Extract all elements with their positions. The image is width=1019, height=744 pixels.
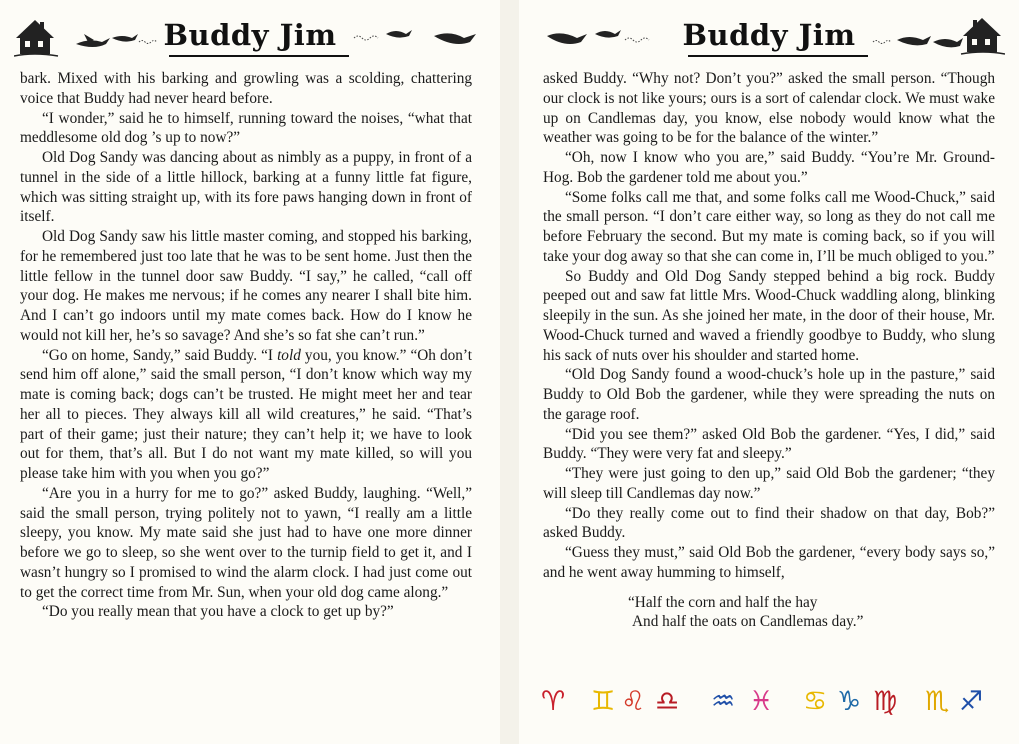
paragraph: “Guess they must,” said Old Bob the gardener, “every body says so,” and he went away humming to himself, [543, 544, 995, 581]
paragraph: “Did you see them?” asked Old Bob the gardener. “Yes, I did,” said Buddy. “They were very fat and sleepy.” [543, 425, 995, 463]
cancer-icon: ♋ [803, 686, 828, 717]
capricorn-icon: ♑ [837, 686, 862, 717]
aries-icon: ♈ [541, 686, 566, 717]
left-header [14, 8, 486, 66]
title-underline [169, 55, 349, 57]
sagittarius-icon: ♐ [959, 686, 984, 717]
paragraph: bark. Mixed with his barking and growling was a scolding, chattering voice that Buddy had never heard before. [20, 70, 472, 107]
virgo-icon: ♍ [873, 686, 898, 717]
verse [543, 593, 995, 633]
right-page [519, 0, 1019, 744]
paragraph: “Old Dog Sandy found a wood-chuck’s hole up in the pasture,” said Buddy to Old Bob the gardener, while they were spreading the nuts on the garage roof. [543, 366, 995, 423]
libra-icon: ♎ [655, 686, 680, 717]
paragraph: Old Dog Sandy saw his little master coming, and stopped his barking, for he remembered just too late that he was to be sent home. Just then the little fellow in the tunnel door saw Buddy. “I say,” he called, “call off your dog. He makes me nervous; if he comes any nearer I shall bite him. And I can’t go indoors until my mate comes back. How do I know he would not kill her, he’s so savage? And she’s so fat she can’t run.” [20, 228, 472, 344]
verse-line: And half the oats on Candlemas day.” [632, 613, 864, 631]
paragraph: Old Dog Sandy was dancing about as nimbly as a puppy, in front of a tunnel in the side of a little hillock, barking at a funny little fat figure, which was sitting straight up, with its fore paws hanging down in front of itself. [20, 149, 472, 226]
text-run: “Go on home, Sandy,” said Buddy. “I [42, 346, 278, 364]
aquarius-icon: ♒ [711, 686, 736, 717]
pisces-icon: ♓ [749, 686, 774, 717]
left-page [0, 0, 500, 744]
right-body-text [543, 69, 995, 632]
paragraph: “Are you in a hurry for me to go?” asked Buddy, laughing. “Well,” said the small person, trying politely not to yawn, “I really am a little sleepy, you know. My mate said she just had to have one more dinner before we go to sleep, so she went over to the turnip field to get it, and I wasn’t hungry so I promised to wind the alarm clock. I had just come out to get the correct time from Mr. Sun, when your old dog came along.” [20, 484, 472, 601]
book-gutter [500, 0, 519, 744]
paragraph: So Buddy and Old Dog Sandy stepped behind a big rock. Buddy peeped out and saw fat little Mrs. Wood-Chuck waddling along, blinking sleepily in the sun. As she joined her mate, in the door of their house, Mr. Wood-Chuck turned and waved a friendly goodbye to Buddy, who slung his sack of nuts over his shoulder and started home. [543, 267, 995, 364]
zodiac-ornament [539, 686, 999, 726]
paragraph: “Oh, now I know who you are,” said Buddy. “You’re Mr. Ground-Hog. Bob the gardener told me about you.” [543, 149, 995, 186]
page-title: Buddy Jim [163, 18, 337, 52]
page-title: Buddy Jim [682, 18, 856, 52]
italic-text: told [277, 346, 301, 364]
leo-icon: ♌ [621, 686, 646, 717]
paragraph: “I wonder,” said he to himself, running toward the noises, “what that meddlesome old dog ’s up to now?” [20, 109, 472, 147]
verse-line: “Half the corn and half the hay [628, 593, 818, 611]
scorpio-icon: ♏ [925, 686, 950, 717]
paragraph: “Do you really mean that you have a clock to get up by?” [42, 603, 394, 621]
text-run: you, you know.” “Oh don’t send him off alone,” said the small person, “I don’t know which way my mate is coming back; dogs can’t be trusted. He might meet her and tear her all to pieces. They always kill all wild creatures,” he said. “That’s part of their game; just their nature; they can’t help it; we have to look out for them, that’s all. But I do not want my mate killed, so will you please take him with you when you go?” [20, 346, 473, 482]
right-header [533, 8, 1005, 66]
paragraph: “Some folks call me that, and some folks call me Wood-Chuck,” said the small person. “I don’t care either way, so long as they do not call me before February the second. But my mate is coming back, so if you will take your dog away so that she can come in, I’ll be much obliged to you.” [543, 188, 995, 265]
paragraph [20, 346, 472, 484]
paragraph: “They were just going to den up,” said Old Bob the gardener; “they will sleep till Candlemas day now.” [543, 465, 995, 502]
title-underline [688, 55, 868, 57]
left-body-text [20, 69, 472, 622]
paragraph: asked Buddy. “Why not? Don’t you?” asked the small person. “Though our clock is not like yours; ours is a sort of calendar clock. We must wake up on Candlemas day, you know, else nobody would know what the weather was going to be for the balance of the winter.” [543, 70, 995, 147]
paragraph: “Do they really come out to find their shadow on that day, Bob?” asked Buddy. [543, 504, 995, 542]
gemini-icon: ♊ [591, 686, 616, 717]
